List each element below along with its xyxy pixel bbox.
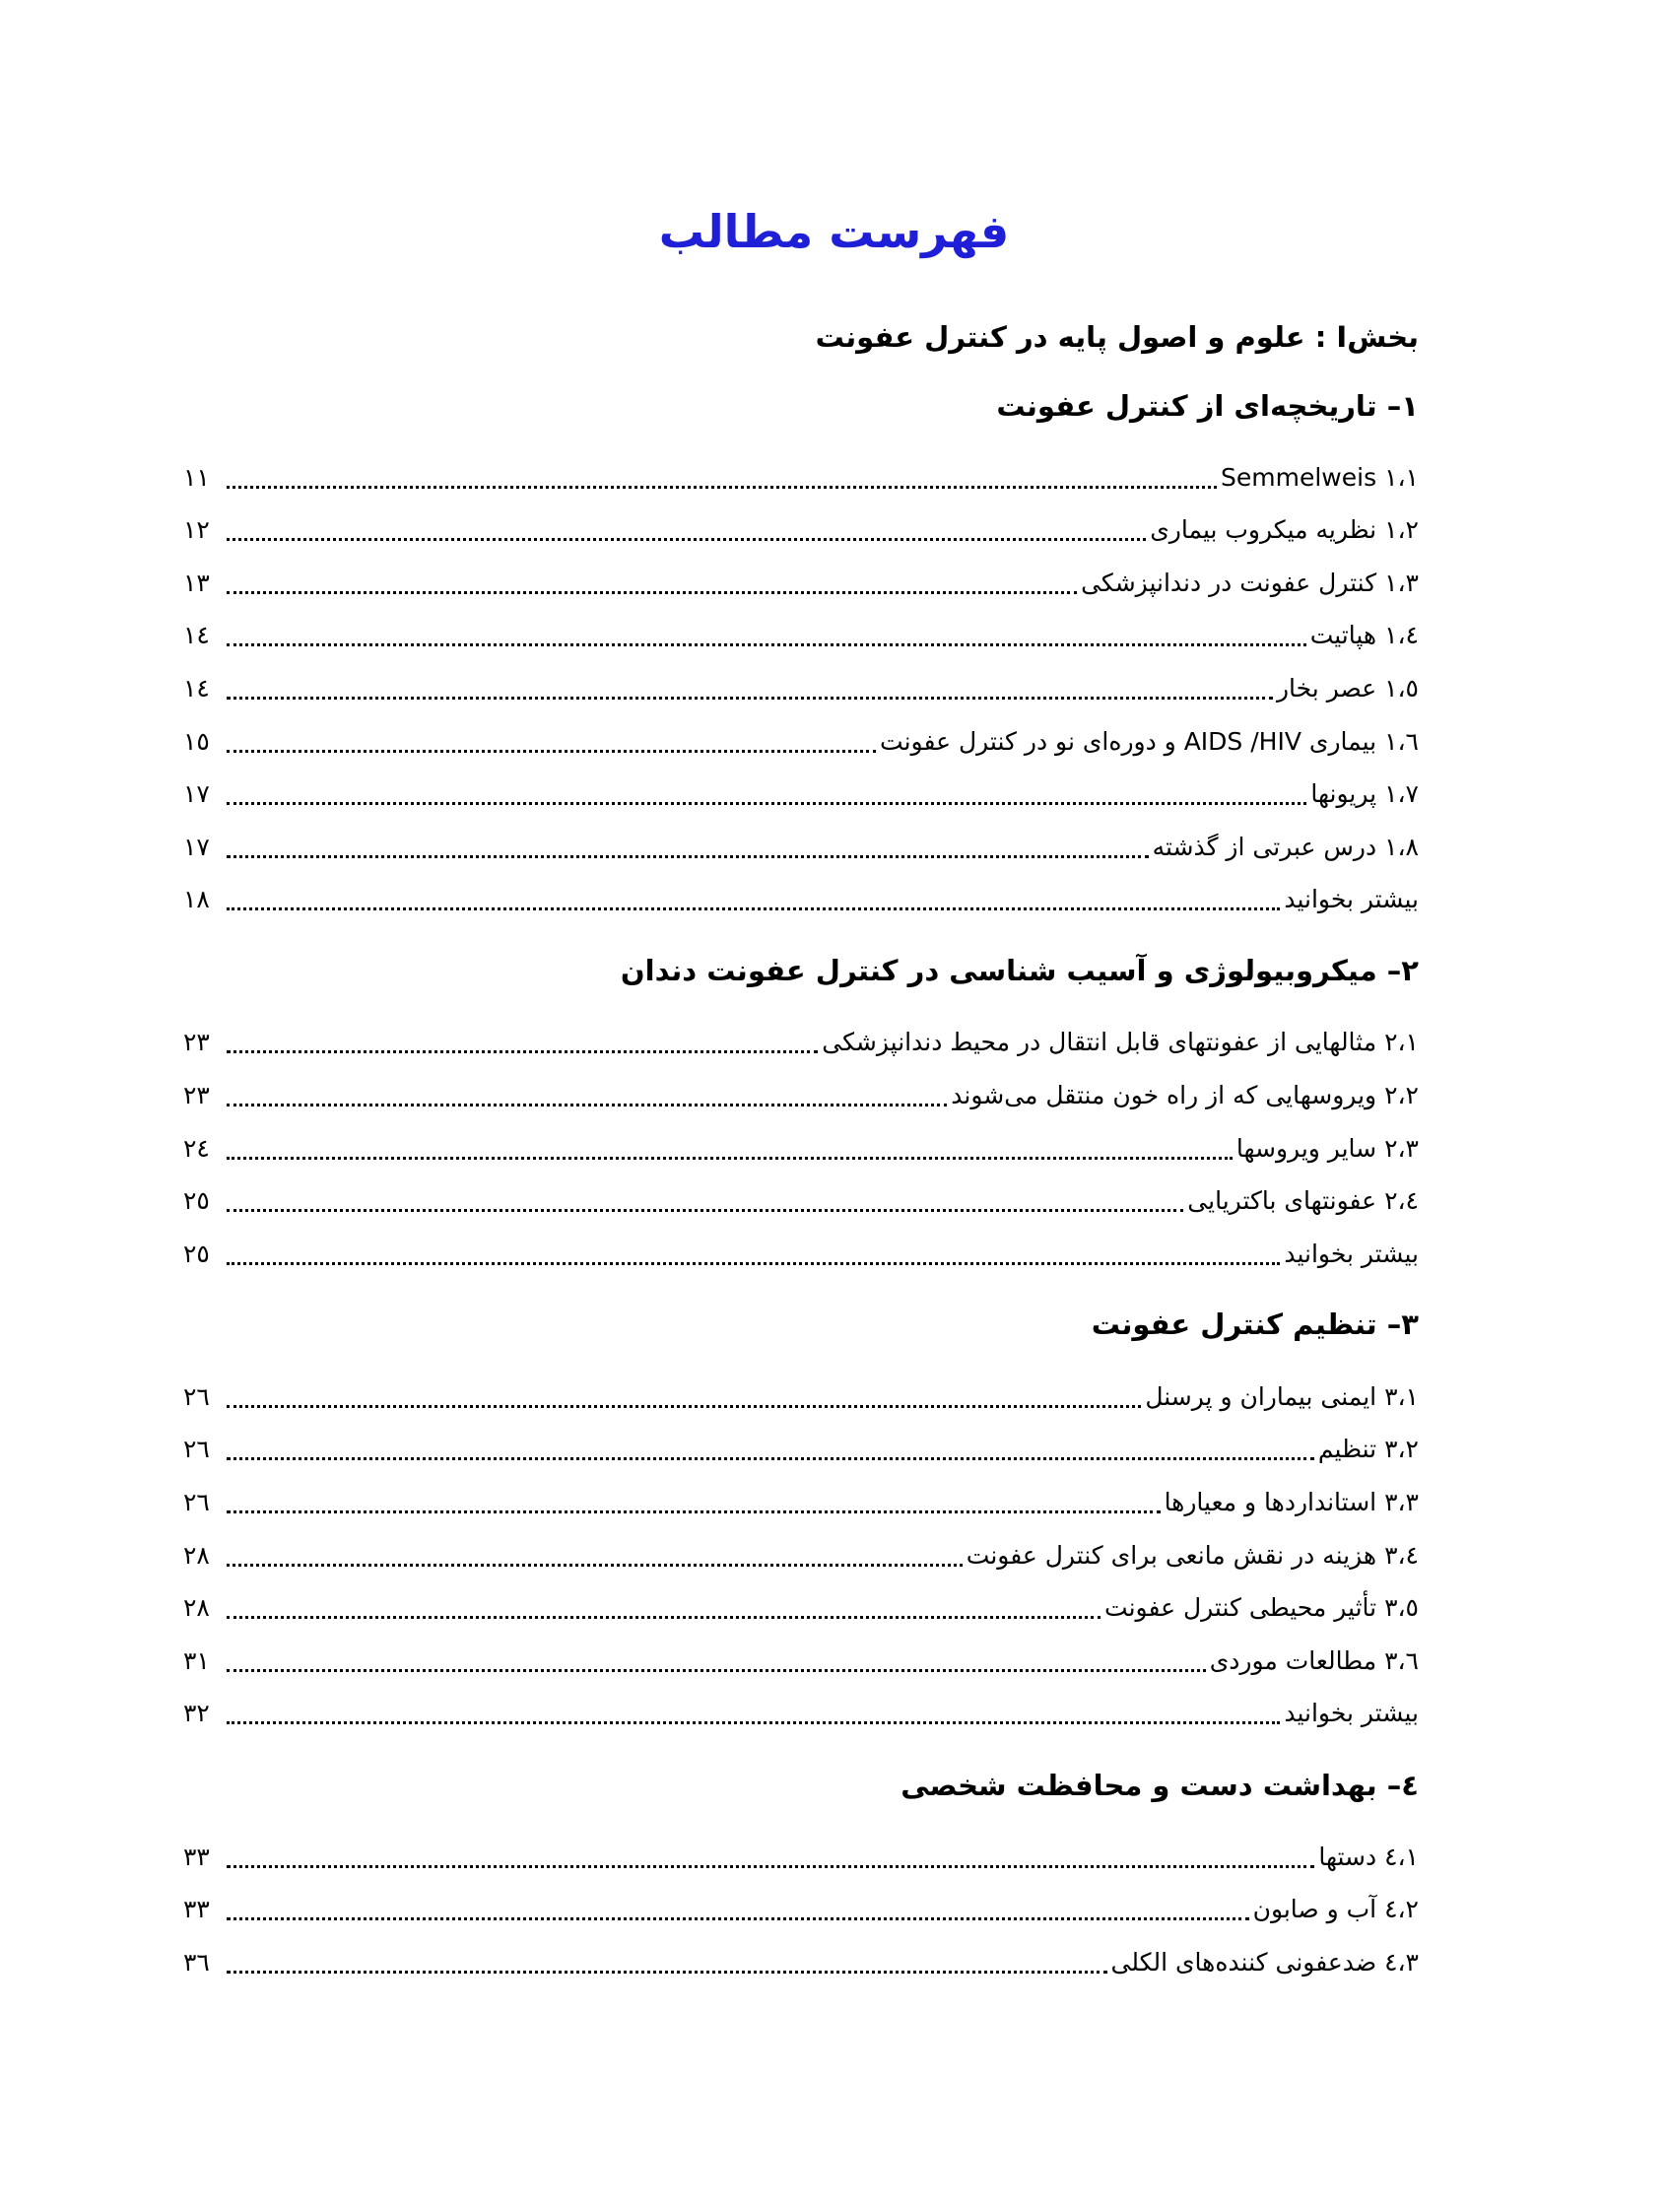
toc-entry[interactable] [183, 1588, 1419, 1628]
entry-label: ١،٣ کنترل عفونت در دندانپزشکی [1081, 569, 1419, 597]
toc-entry[interactable] [183, 1181, 1419, 1221]
toc-entry[interactable] [183, 828, 1419, 867]
page-number: ٢٣ [183, 1028, 210, 1056]
page-number: ٢٥ [183, 1240, 210, 1268]
page-number: ١٤ [183, 674, 210, 703]
entry-label: بیشتر بخوانید [1284, 1699, 1419, 1727]
dot-leader [227, 854, 1149, 858]
dot-leader [227, 1103, 947, 1106]
toc-entry[interactable] [183, 1377, 1419, 1417]
toc-entry[interactable] [183, 1483, 1419, 1522]
dot-leader [227, 590, 1077, 594]
dot-leader [227, 1970, 1107, 1974]
entry-label: ١،٥ عصر بخار [1276, 674, 1419, 703]
chapter-heading-4: ٤– بهداشت دست و محافظت شخصی [901, 1769, 1419, 1802]
part-heading: بخشI : علوم و اصول پایه در کنترل عفونت [815, 320, 1419, 354]
entry-label: ٣،٣ استانداردها و معیارها [1164, 1488, 1419, 1516]
toc-entry[interactable] [183, 1642, 1419, 1681]
page-number: ١٧ [183, 779, 210, 808]
dot-leader [227, 1720, 1280, 1724]
page-number: ٢٤ [183, 1134, 210, 1163]
entry-label: ٤،١ دستها [1318, 1843, 1419, 1871]
toc-entry[interactable] [183, 510, 1419, 550]
dot-leader [227, 1208, 1183, 1212]
chapter-heading-2: ٢– میکروبیولوژی و آسیب شناسی در کنترل عفونت دندان [620, 954, 1419, 987]
entry-label: ١،٦ بیماری AIDS /HIV و دوره‌ای نو در کنترل عفونت [880, 727, 1419, 756]
dot-leader [227, 906, 1280, 910]
page-title: فهرست مطالب [658, 205, 1010, 258]
entry-label: ٣،٤ هزینه در نقش مانعی برای کنترل عفونت [966, 1541, 1419, 1570]
entry-label: ٢،٢ ویروسهایی که از راه خون منتقل می‌شوند [951, 1081, 1419, 1109]
dot-leader [227, 1615, 1101, 1619]
toc-entry[interactable] [183, 1023, 1419, 1062]
toc-entry[interactable] [183, 458, 1419, 498]
toc-entry[interactable] [183, 1890, 1419, 1929]
page-number: ١٤ [183, 621, 210, 649]
entry-label: ٣،٦ مطالعات موردی [1209, 1646, 1419, 1675]
page-number: ١٧ [183, 833, 210, 861]
dot-leader [227, 485, 1217, 489]
toc-entry[interactable] [183, 774, 1419, 814]
page-number: ٣١ [183, 1646, 210, 1675]
dot-leader [227, 801, 1306, 805]
page-number: ١٨ [183, 885, 210, 913]
page-number: ٣٣ [183, 1843, 210, 1871]
toc-entry[interactable] [183, 1943, 1419, 1982]
dot-leader [227, 1668, 1206, 1672]
entry-label: ٢،١ مثالهایی از عفونتهای قابل انتقال در محیط دندانپزشکی [822, 1028, 1419, 1056]
page-number: ٢٨ [183, 1541, 210, 1570]
dot-leader [227, 696, 1273, 700]
toc-entry[interactable] [183, 616, 1419, 655]
dot-leader [227, 1916, 1249, 1920]
entry-label: بیشتر بخوانید [1284, 1240, 1419, 1268]
page-number: ١١ [183, 463, 210, 492]
entry-label: ٣،١ ایمنی بیماران و پرسنل [1145, 1382, 1419, 1411]
dot-leader [227, 1509, 1161, 1513]
toc-entry[interactable] [183, 1838, 1419, 1877]
dot-leader [227, 1261, 1280, 1265]
entry-label: ١،٧ پریونها [1310, 779, 1419, 808]
dot-leader [227, 1864, 1314, 1868]
toc-entry[interactable] [183, 1235, 1419, 1274]
entry-label: ٢،٣ سایر ویروسها [1235, 1134, 1419, 1163]
page-number: ١٥ [183, 727, 210, 756]
dot-leader [227, 1456, 1314, 1460]
page-number: ٢٦ [183, 1435, 210, 1463]
page-number: ٣٦ [183, 1948, 210, 1977]
page-number: ١٣ [183, 569, 210, 597]
chapter-heading-1: ١– تاریخچه‌ای از کنترل عفونت [996, 389, 1419, 423]
page-number: ٢٥ [183, 1186, 210, 1215]
toc-entry[interactable] [183, 1536, 1419, 1575]
page-number: ٣٣ [183, 1895, 210, 1923]
entry-label: ٢،٤ عفونتهای باکتریایی [1187, 1186, 1419, 1215]
page-number: ٣٢ [183, 1699, 210, 1727]
toc-entry[interactable] [183, 1430, 1419, 1469]
toc-entry[interactable] [183, 722, 1419, 762]
dot-leader [227, 1156, 1233, 1160]
entry-label: ٣،٥ تأثیر محیطی کنترل عفونت [1104, 1593, 1419, 1622]
entry-label: ٤،٢ آب و صابون [1252, 1895, 1419, 1923]
page-number: ٢٦ [183, 1488, 210, 1516]
dot-leader [227, 642, 1306, 646]
entry-label: ١،٢ نظریه میکروب بیماری [1150, 515, 1419, 544]
toc-entry[interactable] [183, 1076, 1419, 1115]
entry-label: بیشتر بخوانید [1284, 885, 1419, 913]
entry-label: ١،٤ هپاتیت [1309, 621, 1419, 649]
toc-entry[interactable] [183, 1129, 1419, 1169]
dot-leader [227, 749, 876, 753]
entry-label: ٤،٣ ضدعفونی کننده‌های الکلی [1110, 1948, 1419, 1977]
chapter-heading-3: ٣– تنظیم کنترل عفونت [1091, 1307, 1419, 1341]
dot-leader [227, 1049, 818, 1053]
page-number: ٢٨ [183, 1593, 210, 1622]
page-number: ٢٦ [183, 1382, 210, 1411]
dot-leader [227, 1563, 963, 1567]
toc-entry[interactable] [183, 669, 1419, 708]
entry-label: ٣،٢ تنظیم [1317, 1435, 1419, 1463]
entry-label: ١،٨ درس عبرتی از گذشته [1152, 833, 1419, 861]
dot-leader [227, 1404, 1141, 1408]
entry-label: ١،١ Semmelweis [1221, 463, 1419, 492]
page-number: ٢٣ [183, 1081, 210, 1109]
toc-entry[interactable] [183, 1694, 1419, 1733]
page-number: ١٢ [183, 515, 210, 544]
toc-entry[interactable] [183, 564, 1419, 603]
toc-entry[interactable] [183, 880, 1419, 919]
dot-leader [227, 537, 1146, 541]
